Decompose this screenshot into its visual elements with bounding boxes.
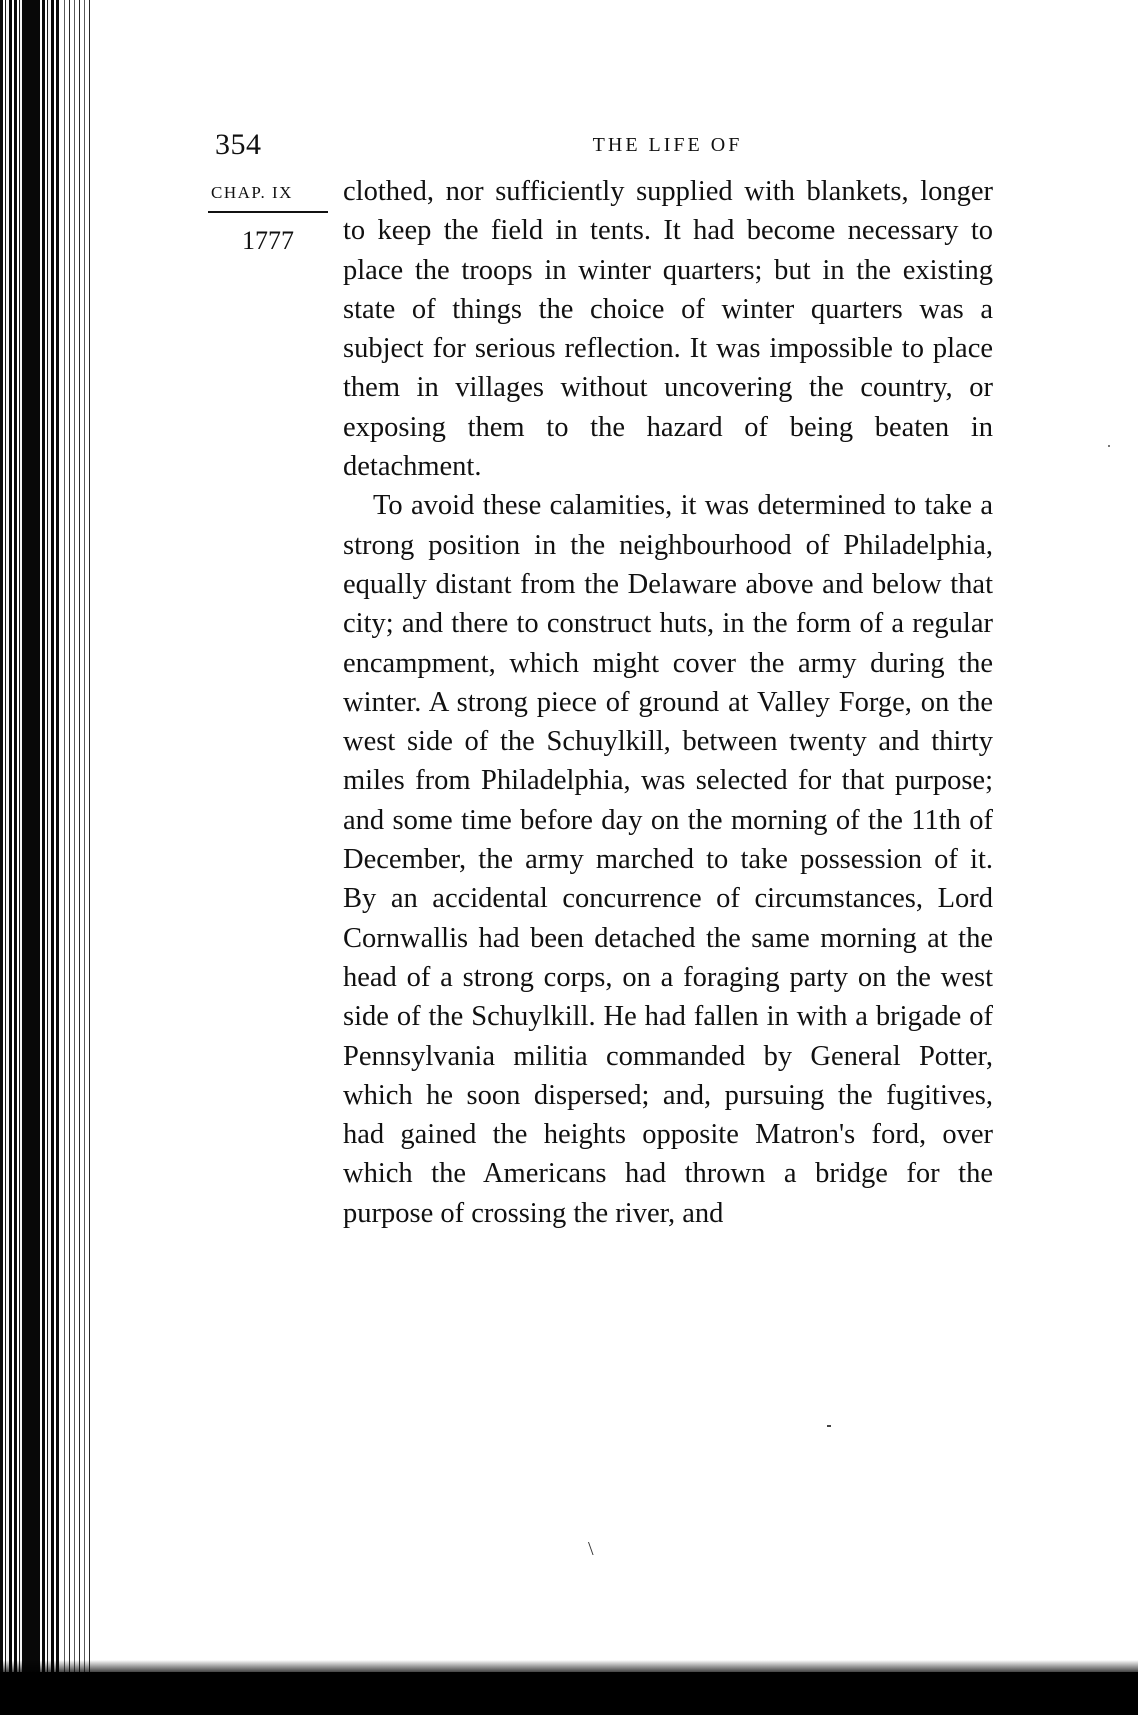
scan-mark: \: [588, 1538, 594, 1560]
scan-speck: [1108, 445, 1110, 447]
scan-speck: [827, 1425, 831, 1427]
body-text: [343, 172, 993, 1233]
margin-chapter-label: CHAP. IX: [211, 183, 293, 202]
margin-year: 1777: [242, 226, 294, 255]
binding-fade: [60, 0, 92, 1690]
paragraph: To avoid these calamities, it was determined to take a strong position in the neighbourhood of Philadelphia, equally distant from the Delaware above and below that city; and there to construct huts, in the form of a regular encampment, which might cover the army during the winter. A strong piece of ground at Valley Forge, on the west side of the Schuylkill, between twenty and thirty miles from Philadelphia, was selected for that purpose; and some time before day on the morning of the 11th of December, the army marched to take possession of it. By an accidental concurrence of circumstances, Lord Cornwallis had been detached the same morning at the head of a strong corps, on a foraging party on the west side of the Schuylkill. He had fallen in with a brigade of Pennsylvania militia commanded by General Potter, which he soon dispersed; and, pursuing the fugitives, had gained the heights opposite Matron's ford, over which the Americans had thrown a bridge for the purpose of crossing the river, and: [343, 490, 993, 1229]
scan-bottom-shadow: [0, 1672, 1138, 1715]
binding-shadow: [22, 0, 40, 1690]
paragraph: clothed, nor sufficiently supplied with blankets, longer to keep the field in tents. It had become necessary to place the troops in winter quarters; but in the existing state of things the choice of winter quarters was a subject for serious reflection. It was impossible to place them in villages without uncovering the country, or exposing them to the hazard of being beaten in detachment.: [343, 176, 993, 483]
running-head: THE LIFE OF: [592, 134, 743, 156]
margin-divider: [208, 211, 328, 213]
page-number: 354: [215, 128, 262, 161]
